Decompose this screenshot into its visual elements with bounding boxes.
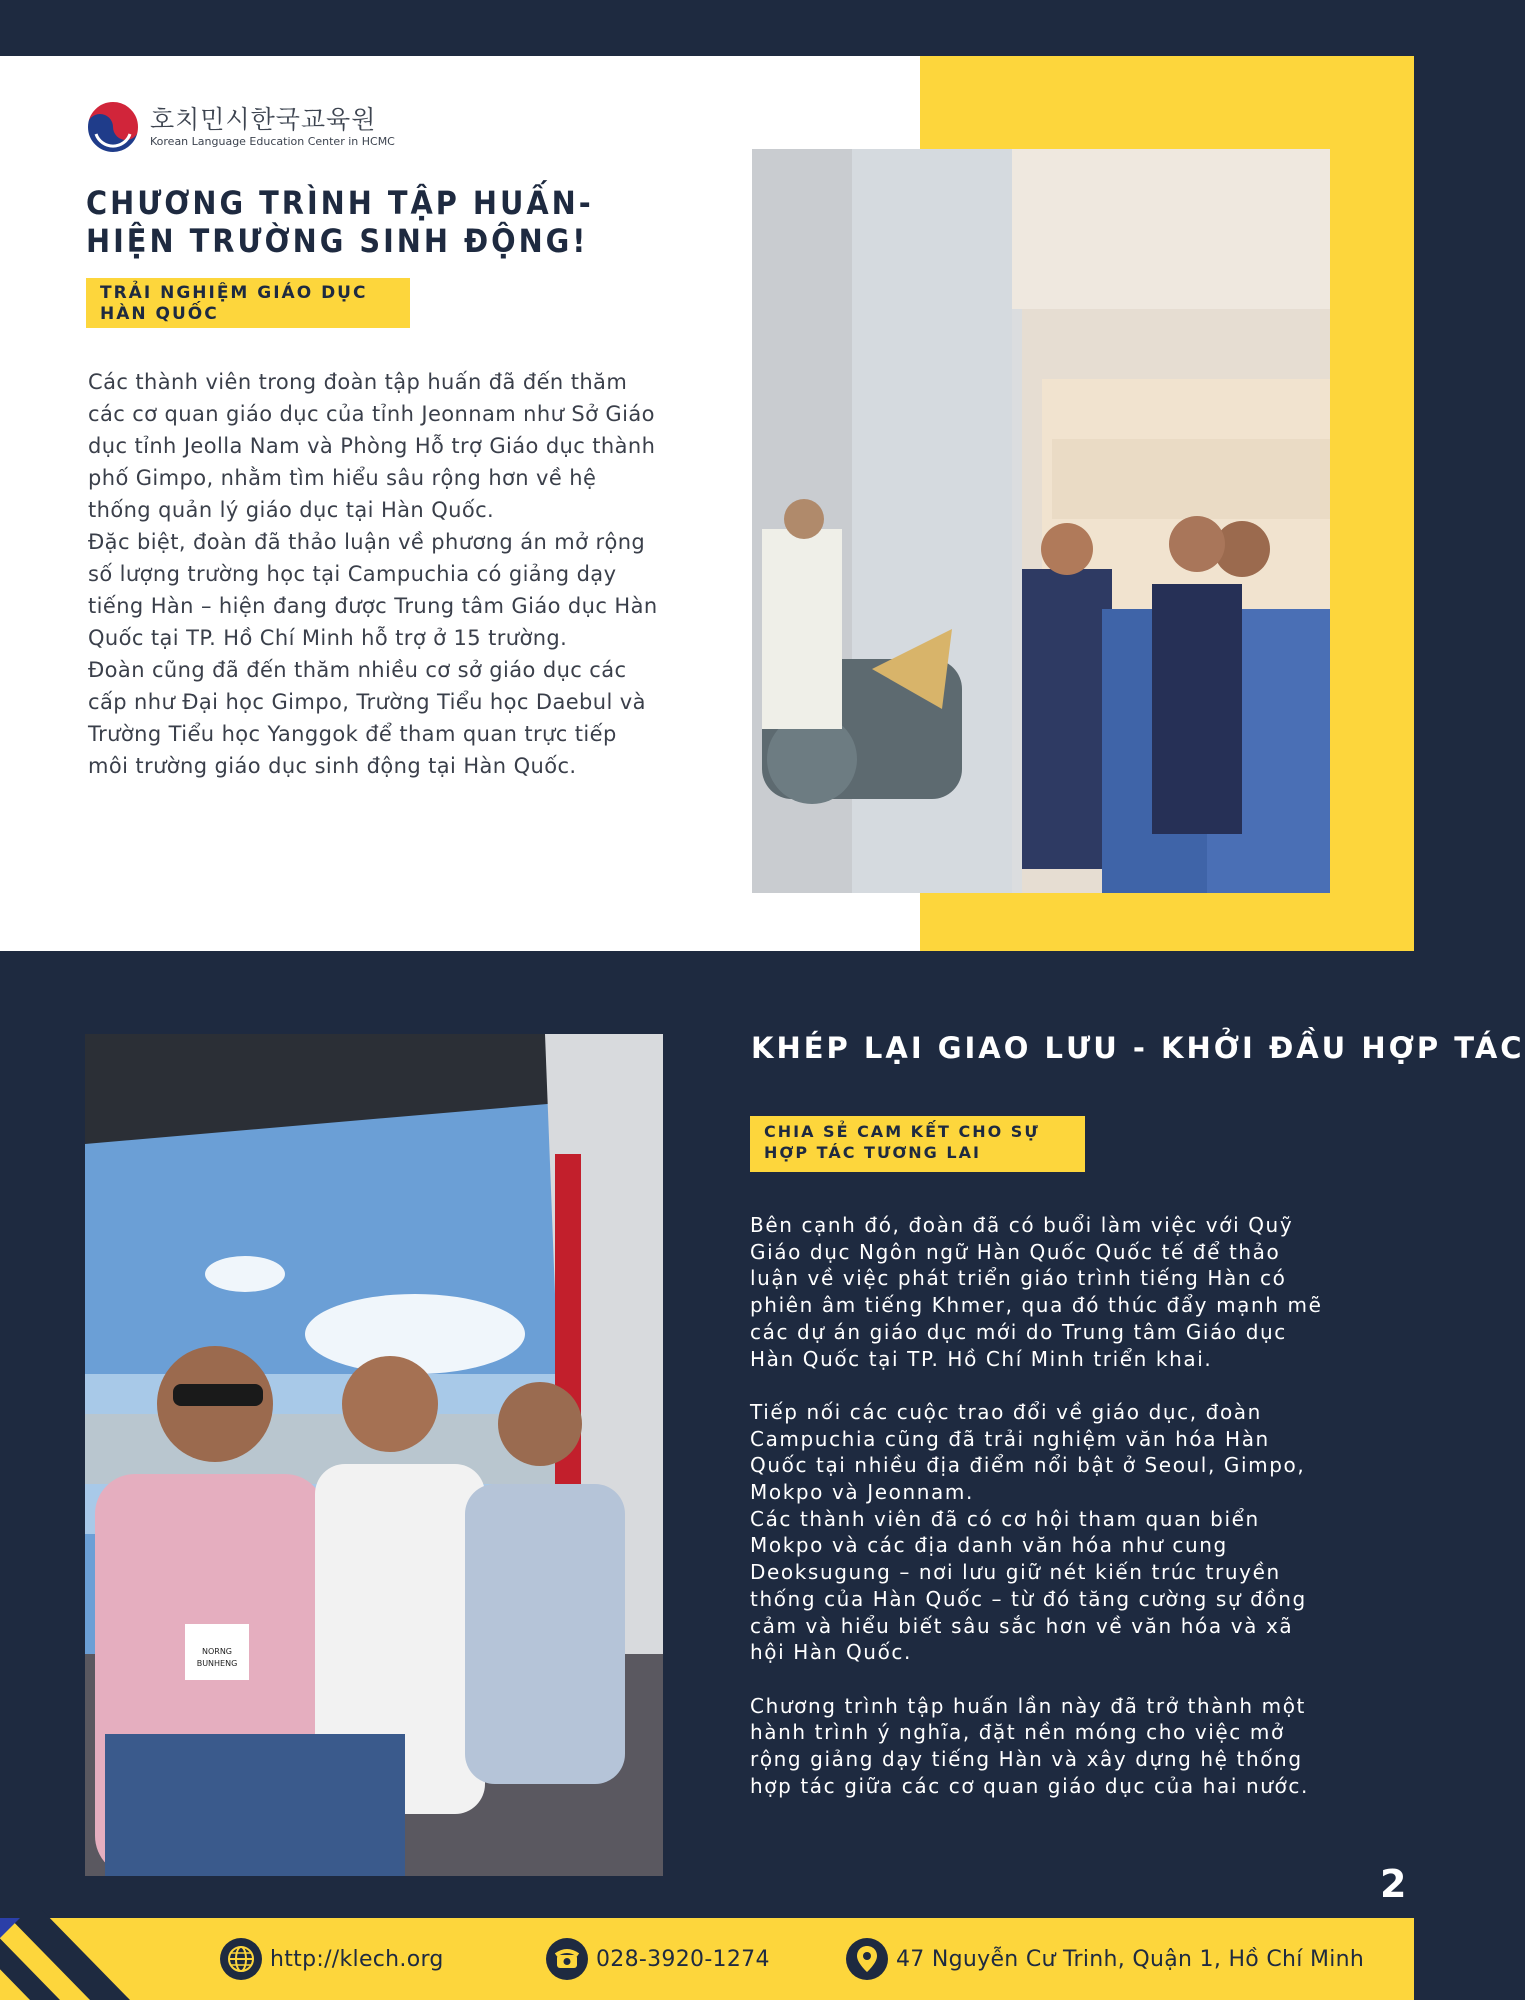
footer-address[interactable] — [846, 1936, 1364, 1982]
section2-paragraph: Các thành viên đã có cơ hội tham quan biển Mokpo và các địa danh văn hóa như cung Deoksugung – nơi lưu giữ nét kiến trúc truyền thống của Hàn Quốc – từ đó tăng cường sự đồng cảm và hiểu biết sâu sắc hơn về văn hóa và xã hội Hàn Quốc. — [750, 1506, 1307, 1665]
top-band — [0, 0, 1414, 56]
section1-paragraph: Các thành viên trong đoàn tập huấn đã đến thăm các cơ quan giáo dục của tỉnh Jeonnam như Sở Giáo dục tỉnh Jeolla Nam và Phòng Hỗ trợ Giáo dục thành phố Gimpo, nhằm tìm hiểu sâu rộng hơn về hệ thống quản lý giáo dục tại Hàn Quốc. — [88, 370, 656, 522]
museum-photo-illustration — [752, 149, 1330, 893]
footer-website[interactable] — [220, 1936, 444, 1982]
section2-paragraph: Bên cạnh đó, đoàn đã có buổi làm việc với Quỹ Giáo dục Ngôn ngữ Hàn Quốc Quốc tế để thảo luận về việc phát triển giáo trình tiếng Hàn có phiên âm tiếng Khmer, qua đó thúc đẩy mạnh mẽ các dự án giáo dục mới do Trung tâm Giáo dục Hàn Quốc tại TP. Hồ Chí Minh triển khai. — [750, 1213, 1323, 1371]
cable-car-photo-illustration — [85, 1034, 663, 1876]
section1-title: CHƯƠNG TRÌNH TẬP HUẤN- HIỆN TRƯỜNG SINH ĐỘNG! — [86, 184, 594, 260]
section-training — [0, 56, 1414, 951]
footer-phone[interactable] — [546, 1936, 770, 1982]
address-text: 47 Nguyễn Cư Trinh, Quận 1, Hồ Chí Minh — [896, 1946, 1365, 1972]
website-link[interactable]: http://klech.org — [270, 1946, 444, 1972]
section1-tag: TRẢI NGHIỆM GIÁO DỤC HÀN QUỐC — [86, 278, 410, 328]
section1-body — [88, 366, 658, 782]
brand-name-english: Korean Language Education Center in HCMC — [150, 135, 395, 148]
name-badge-text: NORNG — [201, 1647, 233, 1656]
globe-icon — [220, 1938, 262, 1980]
museum-visit-photo — [752, 149, 1330, 893]
decorative-stripes — [0, 1918, 170, 2000]
section2-title: KHÉP LẠI GIAO LƯU - KHỞI ĐẦU HỢP TÁC — [751, 1031, 1525, 1065]
section1-paragraph: Đoàn cũng đã đến thăm nhiều cơ sở giáo dục các cấp như Đại học Gimpo, Trường Tiểu học Daebul và Trường Tiểu học Yanggok để tham quan trực tiếp môi trường giáo dục sinh động tại Hàn Quốc. — [88, 658, 646, 778]
section2-tag: CHIA SẺ CAM KẾT CHO SỰ HỢP TÁC TƯƠNG LAI — [750, 1116, 1085, 1172]
phone-icon — [546, 1938, 588, 1980]
section1-paragraph: Đặc biệt, đoàn đã thảo luận về phương án mở rộng số lượng trường học tại Campuchia có giảng dạy tiếng Hàn – hiện đang được Trung tâm Giáo dục Hàn Quốc tại TP. Hồ Chí Minh hỗ trợ ở 15 trường. — [88, 530, 658, 650]
section2-body — [750, 1212, 1330, 1826]
section2-paragraph: Tiếp nối các cuộc trao đổi về giáo dục, đoàn Campuchia cũng đã trải nghiệm văn hóa Hàn Quốc tại nhiều địa điểm nổi bật ở Seoul, Gimpo, Mokpo và Jeonnam. — [750, 1399, 1306, 1505]
brand-logo — [86, 100, 395, 154]
footer-bar — [0, 1918, 1414, 2000]
brand-name-korean: 호치민시한국교육원 — [150, 105, 377, 134]
section2-paragraph: Chương trình tập huấn lần này đã trở thành một hành trình ý nghĩa, đặt nền móng cho việc mở rộng giảng dạy tiếng Hàn và xây dựng hệ thống hợp tác giữa các cơ quan giáo dục của hai nước. — [750, 1693, 1309, 1798]
phone-number[interactable]: 028-3920-1274 — [596, 1946, 770, 1972]
taegeuk-logo-icon — [86, 100, 140, 154]
name-badge-text: BUNHENG — [196, 1659, 238, 1668]
page-number: 2 — [1380, 1862, 1407, 1906]
cable-car-photo — [85, 1034, 663, 1876]
location-pin-icon — [846, 1938, 888, 1980]
